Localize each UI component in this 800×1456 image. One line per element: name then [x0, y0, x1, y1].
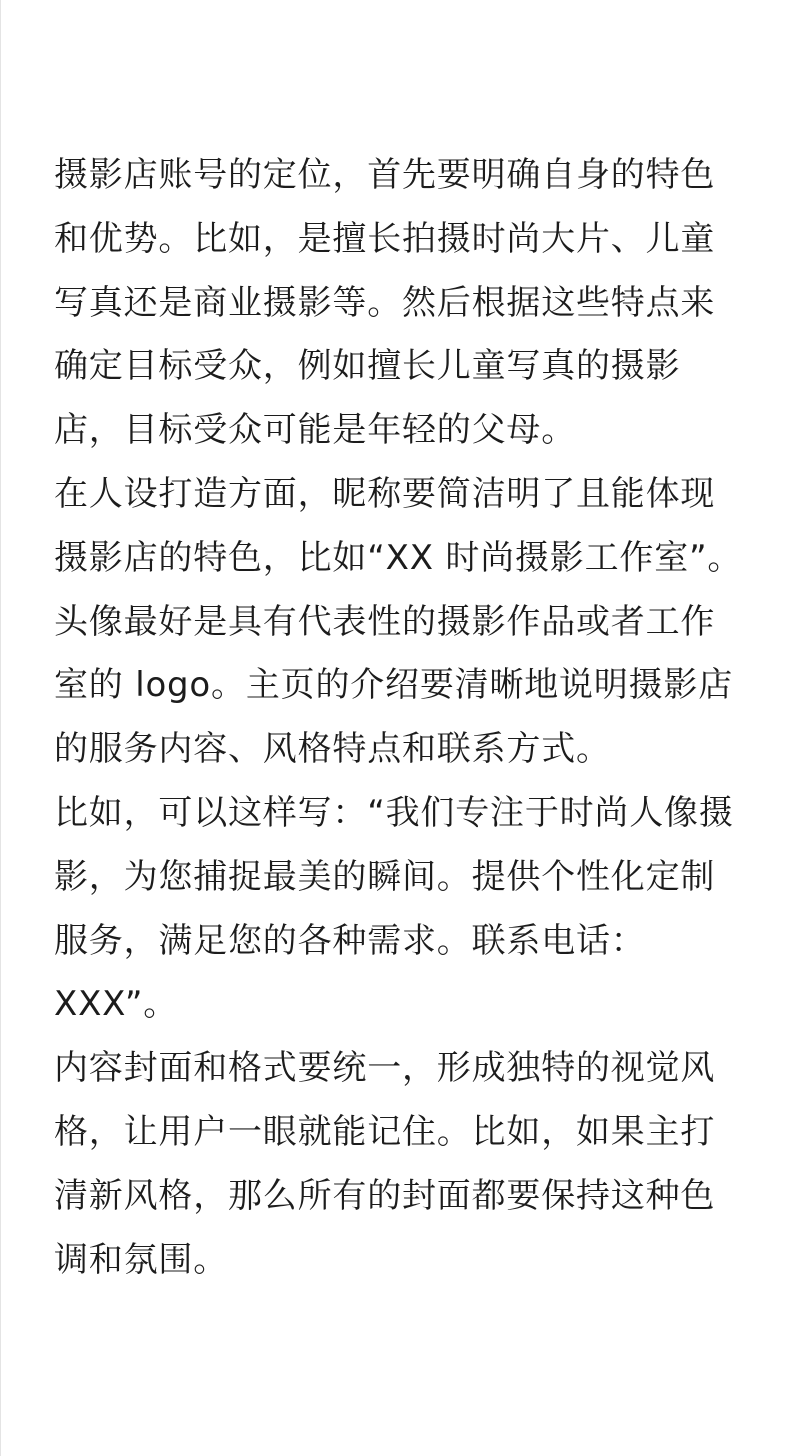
text-line: XXX”。: [54, 984, 179, 1025]
paragraph-positioning: [54, 144, 754, 463]
text-line: 影，为您捕捉最美的瞬间。提供个性化定制: [54, 856, 716, 897]
paragraph-cover-style: [54, 1037, 754, 1292]
text-line: 的服务内容、风格特点和联系方式。: [54, 729, 611, 770]
article-body: [54, 144, 754, 1292]
text-line: 写真还是商业摄影等。然后根据这些特点来: [54, 282, 716, 323]
paragraph-persona: [54, 463, 754, 782]
text-line: 店，目标受众可能是年轻的父母。: [54, 410, 576, 451]
text-line: 和优势。比如，是擅长拍摄时尚大片、儿童: [54, 218, 716, 259]
text-line: 调和氛围。: [54, 1239, 228, 1280]
text-line: 室的 logo。主页的介绍要清晰地说明摄影店: [54, 665, 734, 706]
text-line: 服务，满足您的各种需求。联系电话：: [54, 920, 646, 961]
text-line: 格，让用户一眼就能记住。比如，如果主打: [54, 1111, 716, 1152]
text-line: 摄影店账号的定位，首先要明确自身的特色: [54, 155, 716, 195]
page-edge-divider: [0, 0, 1, 1456]
text-line: 在人设打造方面，昵称要简洁明了且能体现: [54, 473, 716, 514]
text-line: 清新风格，那么所有的封面都要保持这种色: [54, 1175, 716, 1216]
text-line: 摄影店的特色，比如“XX 时尚摄影工作室”。: [54, 537, 743, 578]
text-line: 内容封面和格式要统一，形成独特的视觉风: [54, 1048, 716, 1089]
paragraph-example-bio: [54, 782, 754, 1037]
text-line: 比如，可以这样写：“我们专注于时尚人像摄: [54, 792, 734, 833]
text-line: 头像最好是具有代表性的摄影作品或者工作: [54, 601, 716, 642]
text-line: 确定目标受众，例如擅长儿童写真的摄影: [54, 346, 681, 387]
